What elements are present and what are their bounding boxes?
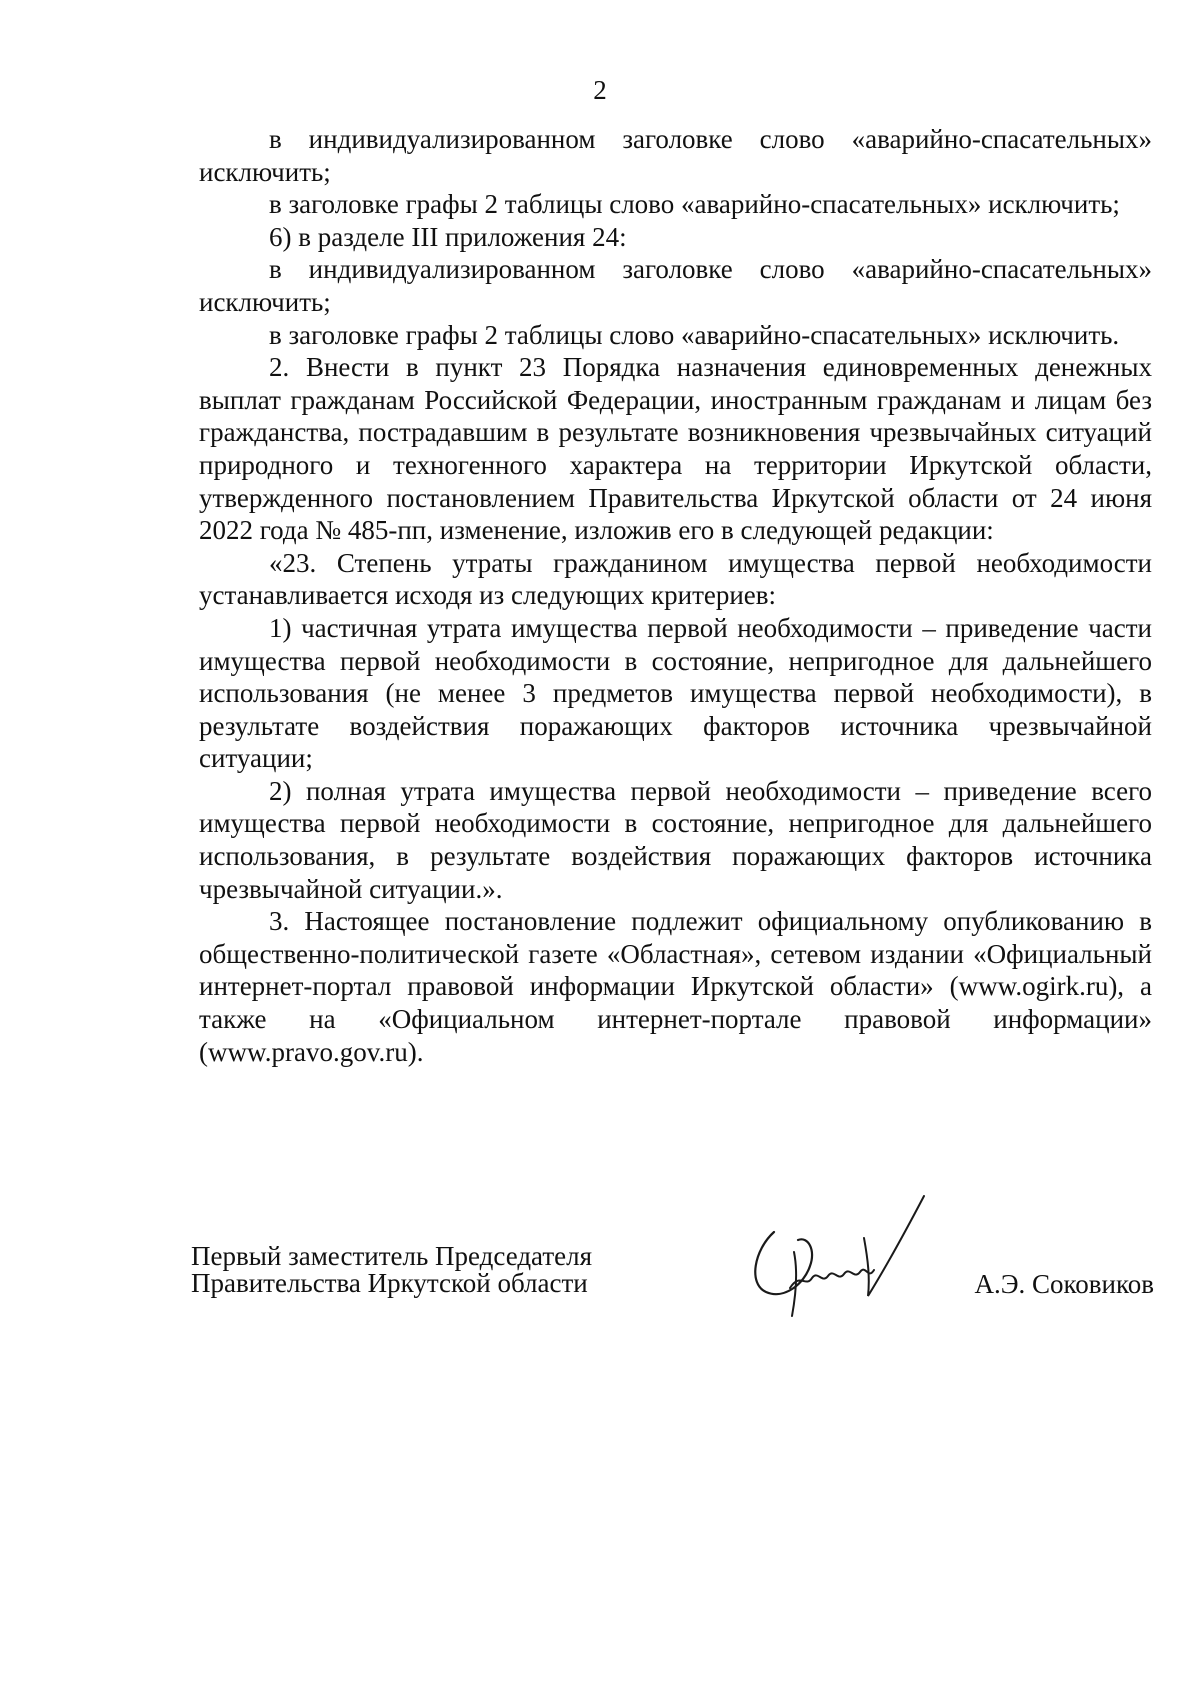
document-body	[199, 123, 1152, 1068]
paragraph: 6) в разделе III приложения 24:	[269, 221, 627, 252]
paragraph: в индивидуализированном заголовке слово «аварийно-спасательных» исключить;	[199, 254, 1152, 317]
signatory-position	[191, 1243, 592, 1297]
paragraph: 1) частичная утрата имущества первой необходимости – приведение части имущества первой необходимости в состояние, непригодное для дальнейшего использования (не менее 3 предметов имущества первой необходимости), в результате воздействия поражающих факторов источника чрезвычайной ситуации;	[199, 612, 1152, 774]
paragraph: «23. Степень утраты гражданином имущества первой необходимости устанавливается исходя из следующих критериев:	[199, 547, 1152, 611]
page-number: 2	[593, 75, 607, 105]
paragraph: 2. Внести в пункт 23 Порядка назначения единовременных денежных выплат гражданам Российской Федерации, иностранным гражданам и лицам без гражданства, пострадавшим в результате возникновения чрезвычайных ситуаций природного и техногенного характера на территории Иркутской области, утвержденного постановлением Правительства Иркутской области от 24 июня 2022 года № 485-пп, изменение, изложив его в следующей редакции:	[199, 352, 1152, 546]
paragraph: 2) полная утрата имущества первой необходимости – приведение всего имущества первой необходимости в состояние, непригодное для дальнейшего использования, в результате воздействия поражающих факторов источника чрезвычайной ситуации.».	[199, 775, 1152, 904]
signatory-name: А.Э. Соковиков	[974, 1269, 1154, 1299]
paragraph: в заголовке графы 2 таблицы слово «аварийно-спасательных» исключить;	[269, 189, 1120, 220]
paragraph: в индивидуализированном заголовке слово «аварийно-спасательных» исключить;	[199, 124, 1152, 187]
paragraph: 3. Настоящее постановление подлежит официальному опубликованию в общественно-политической газете «Областная», сетевом издании «Официальный интернет-портал правовой информации Иркутской области» (www.ogirk.ru), а также на «Официальном интернет-портале правовой информации» (www.pravo.gov.ru).	[199, 906, 1152, 1067]
paragraph: в заголовке графы 2 таблицы слово «аварийно-спасательных» исключить.	[269, 319, 1120, 350]
handwritten-signature	[746, 1192, 956, 1322]
signatory-position-line: Первый заместитель Председателя	[191, 1241, 593, 1271]
signatory-position-line: Правительства Иркутской области	[191, 1268, 588, 1298]
